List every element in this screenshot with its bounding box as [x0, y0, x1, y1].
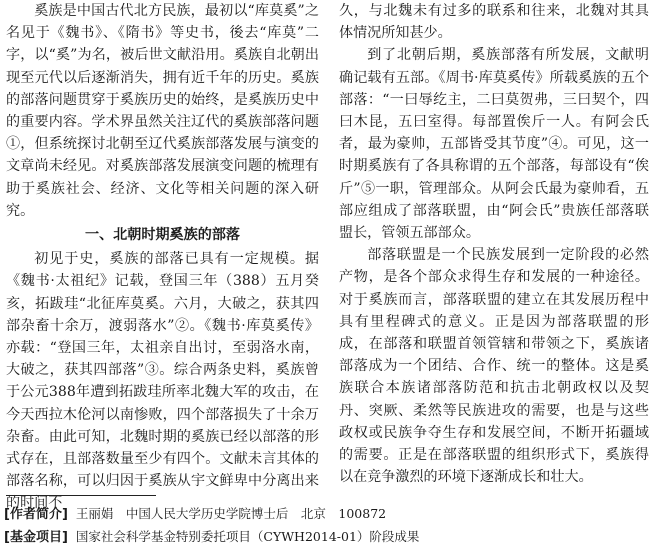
- author-note: [4, 505, 644, 524]
- continued-paragraph: 久，与北魏未有过多的联系和往来，北魏对其具体情况所知甚少。: [339, 3, 649, 42]
- section-paragraph-1: 初见于史，奚族的部落已具有一定规模。据《魏书·太祖纪》记载，登国三年（388）五月癸亥，拓跋珪“北征库莫奚。六月，大破之，获其四部杂畜十余万，渡弱落水”②。《魏书·库莫奚传》亦载：“登国三年，太祖亲自出讨，至弱洛水南，大破之，获其四部落”③。综合两条史料，奚族曾于公元388年遭到拓跋珪所率北魏大军的攻击，在今天西拉木伦河以南惨败，四个部落损失了十余万杂畜。由此可知，北魏时期的奚族已经以部落的形式存在，且部落数量至少有四个。文献未言其体的部落名称，可以归因于奚族从宇文鲜卑中分离出来的时间不: [6, 251, 319, 512]
- author-note-label: [作者简介]: [4, 507, 68, 522]
- right-column: [339, 0, 649, 488]
- author-note-text: 王丽娟 中国人民大学历史学院博士后 北京 100872: [75, 506, 387, 521]
- section-heading: 一、北朝时期奚族的部落: [84, 227, 241, 244]
- funding-note: [4, 528, 644, 547]
- funding-note-label: [基金项目]: [4, 530, 68, 545]
- funding-note-text: 国家社会科学基金特别委托项目（CYWH2014-01）阶段成果: [75, 529, 420, 544]
- section-paragraph-2: 到了北朝后期，奚族部落有所发展，文献明确记载有五部。《周书·库莫奚传》所载奚族的五个部落：“一曰辱纥主，二曰莫贺弗，三曰契个，四曰木昆，五曰室得。每部置俟斤一人。有阿会氏者，最为豪帅，五部皆受其节度”④。可见，这一时期奚族有了各具称谓的五个部落，每部设有“俟斤”⑤一职，管理部众。从阿会氏最为豪帅看，五部应组成了部落联盟，由“阿会氏”贵族任部落联盟长，管领五部部众。: [339, 47, 649, 242]
- footnote-divider: [6, 495, 156, 496]
- section-paragraph-3: 部落联盟是一个民族发展到一定阶段的必然产物，是各个部众求得生存和发展的一种途径。对于奚族而言，部落联盟的建立在其发展历程中具有里程碑式的意义。正是因为部落联盟的形成，在部落和联盟首领管辖和带领之下，奚族诸部落成为一个团结、合作、统一的整体。这是奚族联合本族诸部落防范和抗击北朝政权以及契丹、突厥、柔然等民族进攻的需要，也是与这些政权或民族争夺生存和发展空间，不断开拓疆域的需要。正是在部落联盟的组织形式下，奚族得以在竞争激烈的环境下逐渐成长和壮大。: [339, 247, 649, 486]
- left-column: [6, 0, 319, 515]
- intro-paragraph: 奚族是中国古代北方民族，最初以“库莫奚”之名见于《魏书》、《隋书》等史书，後去“库莫”二字，以“奚”为名，被后世文献沿用。奚族自北朝出现至元代以后逐渐消失，拥有近千年的历史。奚族的部落问题贯穿于奚族历史的始终，是奚族历史中的重要内容。学术界虽然关注辽代的奚族部落问题①，但系统探讨北朝至辽代奚族部落发展与演变的文章尚未经见。对奚族部落发展演变问题的梳理有助于奚族社会、经济、文化等相关问题的深入研究。: [6, 3, 319, 219]
